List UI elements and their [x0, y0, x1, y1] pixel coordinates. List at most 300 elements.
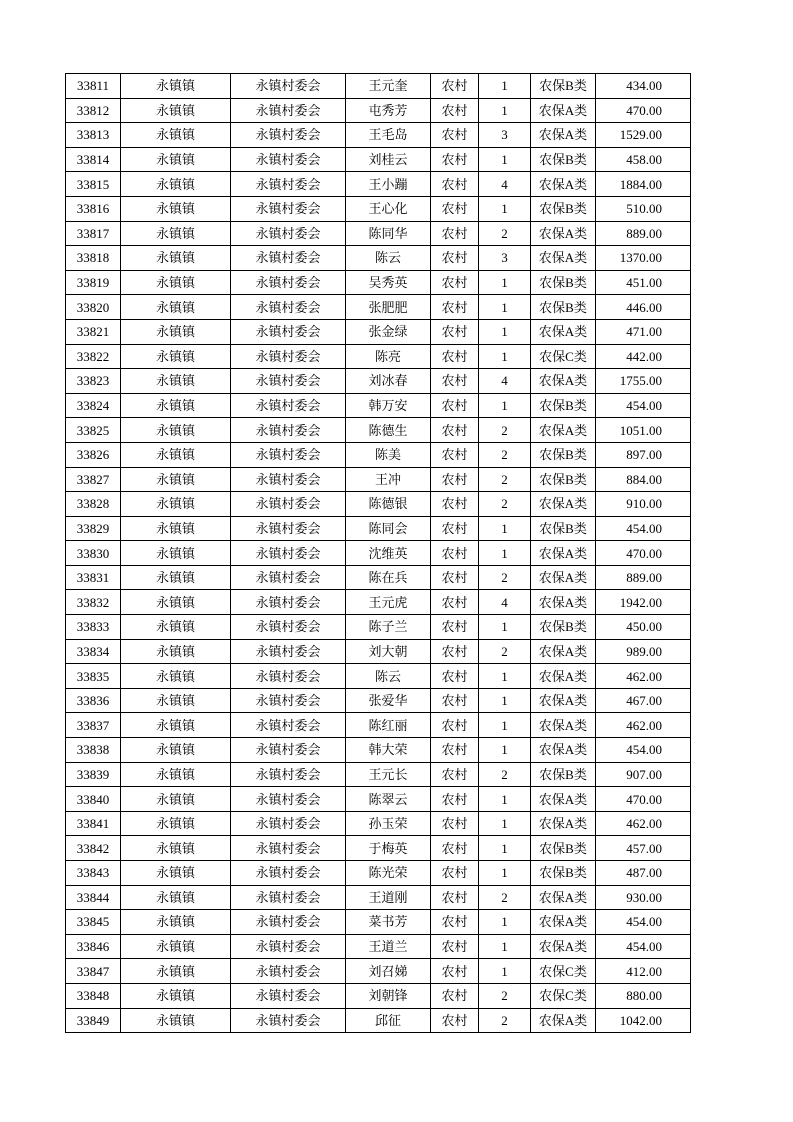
- table-cell-id: 33823: [66, 369, 121, 394]
- table-cell-name: 陈在兵: [346, 565, 431, 590]
- table-cell-amount: 454.00: [596, 934, 691, 959]
- table-cell-insurance: 农保B类: [531, 762, 596, 787]
- table-cell-amount: 1942.00: [596, 590, 691, 615]
- table-cell-id: 33840: [66, 787, 121, 812]
- table-cell-type: 农村: [431, 418, 479, 443]
- table-cell-town: 永镇镇: [121, 983, 231, 1008]
- table-cell-town: 永镇镇: [121, 762, 231, 787]
- table-cell-count: 1: [479, 738, 531, 763]
- table-cell-insurance: 农保A类: [531, 319, 596, 344]
- table-cell-amount: 880.00: [596, 983, 691, 1008]
- table-cell-id: 33831: [66, 565, 121, 590]
- table-cell-count: 1: [479, 196, 531, 221]
- table-cell-town: 永镇镇: [121, 492, 231, 517]
- table-cell-amount: 889.00: [596, 221, 691, 246]
- table-cell-count: 1: [479, 861, 531, 886]
- table-cell-insurance: 农保B类: [531, 147, 596, 172]
- table-cell-town: 永镇镇: [121, 74, 231, 99]
- table-row: [66, 688, 691, 713]
- table-cell-id: 33824: [66, 393, 121, 418]
- table-cell-insurance: 农保B类: [531, 516, 596, 541]
- table-cell-name: 邱征: [346, 1008, 431, 1033]
- table-cell-village: 永镇村委会: [231, 98, 346, 123]
- table-cell-amount: 442.00: [596, 344, 691, 369]
- table-cell-amount: 454.00: [596, 738, 691, 763]
- table-row: [66, 74, 691, 99]
- table-cell-count: 1: [479, 959, 531, 984]
- table-cell-id: 33817: [66, 221, 121, 246]
- table-cell-village: 永镇村委会: [231, 590, 346, 615]
- table-cell-amount: 462.00: [596, 713, 691, 738]
- table-cell-village: 永镇村委会: [231, 123, 346, 148]
- table-cell-type: 农村: [431, 639, 479, 664]
- table-cell-insurance: 农保B类: [531, 393, 596, 418]
- table-cell-type: 农村: [431, 221, 479, 246]
- table-cell-type: 农村: [431, 615, 479, 640]
- table-cell-id: 33821: [66, 319, 121, 344]
- table-cell-id: 33849: [66, 1008, 121, 1033]
- table-cell-town: 永镇镇: [121, 934, 231, 959]
- table-cell-name: 陈子兰: [346, 615, 431, 640]
- table-cell-type: 农村: [431, 983, 479, 1008]
- table-cell-id: 33819: [66, 270, 121, 295]
- table-row: [66, 738, 691, 763]
- table-cell-town: 永镇镇: [121, 295, 231, 320]
- table-row: [66, 934, 691, 959]
- table-cell-village: 永镇村委会: [231, 147, 346, 172]
- table-cell-name: 张金绿: [346, 319, 431, 344]
- table-cell-town: 永镇镇: [121, 418, 231, 443]
- table-row: [66, 492, 691, 517]
- table-cell-town: 永镇镇: [121, 147, 231, 172]
- table-cell-insurance: 农保A类: [531, 492, 596, 517]
- table-cell-id: 33844: [66, 885, 121, 910]
- table-cell-type: 农村: [431, 393, 479, 418]
- records-table-body: [66, 74, 691, 1033]
- table-cell-town: 永镇镇: [121, 787, 231, 812]
- table-cell-village: 永镇村委会: [231, 861, 346, 886]
- table-cell-insurance: 农保A类: [531, 885, 596, 910]
- table-cell-insurance: 农保A类: [531, 246, 596, 271]
- table-cell-id: 33814: [66, 147, 121, 172]
- table-cell-village: 永镇村委会: [231, 565, 346, 590]
- table-cell-town: 永镇镇: [121, 885, 231, 910]
- table-cell-type: 农村: [431, 787, 479, 812]
- table-cell-insurance: 农保B类: [531, 74, 596, 99]
- table-row: [66, 983, 691, 1008]
- table-cell-name: 刘冰春: [346, 369, 431, 394]
- table-cell-insurance: 农保A类: [531, 418, 596, 443]
- table-cell-amount: 897.00: [596, 442, 691, 467]
- table-cell-insurance: 农保B类: [531, 270, 596, 295]
- table-cell-town: 永镇镇: [121, 910, 231, 935]
- table-cell-town: 永镇镇: [121, 1008, 231, 1033]
- table-cell-type: 农村: [431, 664, 479, 689]
- table-cell-insurance: 农保C类: [531, 959, 596, 984]
- table-cell-type: 农村: [431, 123, 479, 148]
- table-cell-insurance: 农保A类: [531, 221, 596, 246]
- table-cell-amount: 450.00: [596, 615, 691, 640]
- table-cell-id: 33827: [66, 467, 121, 492]
- table-cell-town: 永镇镇: [121, 541, 231, 566]
- table-cell-count: 1: [479, 615, 531, 640]
- table-cell-id: 33829: [66, 516, 121, 541]
- table-cell-count: 1: [479, 811, 531, 836]
- table-cell-count: 2: [479, 983, 531, 1008]
- table-row: [66, 467, 691, 492]
- table-cell-id: 33841: [66, 811, 121, 836]
- table-cell-town: 永镇镇: [121, 516, 231, 541]
- table-cell-village: 永镇村委会: [231, 1008, 346, 1033]
- table-cell-count: 2: [479, 639, 531, 664]
- table-cell-count: 3: [479, 246, 531, 271]
- table-cell-amount: 462.00: [596, 664, 691, 689]
- table-row: [66, 270, 691, 295]
- table-cell-amount: 1051.00: [596, 418, 691, 443]
- table-cell-village: 永镇村委会: [231, 664, 346, 689]
- table-cell-amount: 884.00: [596, 467, 691, 492]
- table-cell-village: 永镇村委会: [231, 688, 346, 713]
- table-cell-id: 33846: [66, 934, 121, 959]
- table-cell-insurance: 农保A类: [531, 811, 596, 836]
- table-cell-amount: 454.00: [596, 393, 691, 418]
- table-cell-insurance: 农保A类: [531, 713, 596, 738]
- table-cell-type: 农村: [431, 492, 479, 517]
- table-cell-name: 刘召娣: [346, 959, 431, 984]
- table-cell-name: 吴秀英: [346, 270, 431, 295]
- table-cell-town: 永镇镇: [121, 196, 231, 221]
- table-row: [66, 319, 691, 344]
- table-cell-village: 永镇村委会: [231, 246, 346, 271]
- table-cell-amount: 457.00: [596, 836, 691, 861]
- table-row: [66, 344, 691, 369]
- table-cell-id: 33837: [66, 713, 121, 738]
- table-cell-type: 农村: [431, 516, 479, 541]
- table-cell-amount: 454.00: [596, 516, 691, 541]
- table-cell-village: 永镇村委会: [231, 418, 346, 443]
- table-cell-count: 1: [479, 787, 531, 812]
- table-cell-count: 1: [479, 98, 531, 123]
- table-cell-amount: 470.00: [596, 541, 691, 566]
- table-cell-type: 农村: [431, 811, 479, 836]
- table-cell-type: 农村: [431, 295, 479, 320]
- table-cell-amount: 470.00: [596, 98, 691, 123]
- table-cell-id: 33825: [66, 418, 121, 443]
- table-cell-name: 陈云: [346, 664, 431, 689]
- table-cell-town: 永镇镇: [121, 836, 231, 861]
- table-cell-amount: 451.00: [596, 270, 691, 295]
- table-cell-count: 4: [479, 590, 531, 615]
- table-cell-amount: 467.00: [596, 688, 691, 713]
- table-cell-id: 33830: [66, 541, 121, 566]
- table-cell-amount: 412.00: [596, 959, 691, 984]
- table-cell-type: 农村: [431, 1008, 479, 1033]
- table-row: [66, 713, 691, 738]
- table-row: [66, 393, 691, 418]
- table-cell-name: 菜书芳: [346, 910, 431, 935]
- table-row: [66, 541, 691, 566]
- table-row: [66, 787, 691, 812]
- table-cell-insurance: 农保A类: [531, 172, 596, 197]
- table-cell-type: 农村: [431, 861, 479, 886]
- table-cell-name: 陈翠云: [346, 787, 431, 812]
- table-row: [66, 369, 691, 394]
- table-cell-count: 1: [479, 541, 531, 566]
- table-cell-type: 农村: [431, 959, 479, 984]
- table-cell-town: 永镇镇: [121, 565, 231, 590]
- table-cell-town: 永镇镇: [121, 713, 231, 738]
- table-cell-insurance: 农保A类: [531, 910, 596, 935]
- table-cell-count: 1: [479, 664, 531, 689]
- table-cell-name: 韩大荣: [346, 738, 431, 763]
- table-cell-id: 33834: [66, 639, 121, 664]
- table-cell-type: 农村: [431, 713, 479, 738]
- table-row: [66, 861, 691, 886]
- table-cell-name: 陈亮: [346, 344, 431, 369]
- table-cell-insurance: 农保A类: [531, 738, 596, 763]
- table-cell-type: 农村: [431, 172, 479, 197]
- table-cell-village: 永镇村委会: [231, 959, 346, 984]
- table-cell-type: 农村: [431, 738, 479, 763]
- table-cell-insurance: 农保A类: [531, 664, 596, 689]
- table-cell-town: 永镇镇: [121, 639, 231, 664]
- table-cell-town: 永镇镇: [121, 246, 231, 271]
- table-cell-name: 王道兰: [346, 934, 431, 959]
- table-cell-type: 农村: [431, 688, 479, 713]
- table-cell-name: 孙玉荣: [346, 811, 431, 836]
- table-cell-id: 33847: [66, 959, 121, 984]
- table-row: [66, 664, 691, 689]
- table-cell-village: 永镇村委会: [231, 74, 346, 99]
- table-cell-insurance: 农保B类: [531, 861, 596, 886]
- table-cell-id: 33832: [66, 590, 121, 615]
- table-cell-count: 2: [479, 885, 531, 910]
- table-cell-id: 33848: [66, 983, 121, 1008]
- table-cell-type: 农村: [431, 369, 479, 394]
- table-cell-town: 永镇镇: [121, 688, 231, 713]
- table-cell-insurance: 农保B类: [531, 196, 596, 221]
- table-cell-amount: 1884.00: [596, 172, 691, 197]
- table-cell-count: 2: [479, 565, 531, 590]
- table-cell-name: 王毛岛: [346, 123, 431, 148]
- table-cell-town: 永镇镇: [121, 221, 231, 246]
- table-cell-name: 陈德生: [346, 418, 431, 443]
- table-cell-village: 永镇村委会: [231, 467, 346, 492]
- table-cell-insurance: 农保B类: [531, 615, 596, 640]
- table-cell-village: 永镇村委会: [231, 983, 346, 1008]
- table-cell-id: 33820: [66, 295, 121, 320]
- table-cell-count: 1: [479, 344, 531, 369]
- table-cell-amount: 1529.00: [596, 123, 691, 148]
- table-row: [66, 811, 691, 836]
- table-cell-count: 1: [479, 713, 531, 738]
- table-cell-id: 33838: [66, 738, 121, 763]
- table-row: [66, 516, 691, 541]
- table-cell-amount: 446.00: [596, 295, 691, 320]
- table-cell-insurance: 农保A类: [531, 934, 596, 959]
- table-cell-count: 1: [479, 147, 531, 172]
- table-cell-town: 永镇镇: [121, 172, 231, 197]
- table-row: [66, 172, 691, 197]
- table-cell-insurance: 农保B类: [531, 467, 596, 492]
- table-cell-village: 永镇村委会: [231, 319, 346, 344]
- table-cell-name: 刘大朝: [346, 639, 431, 664]
- table-cell-id: 33842: [66, 836, 121, 861]
- table-cell-amount: 470.00: [596, 787, 691, 812]
- table-cell-name: 陈同华: [346, 221, 431, 246]
- table-row: [66, 123, 691, 148]
- table-cell-type: 农村: [431, 270, 479, 295]
- table-cell-insurance: 农保C类: [531, 983, 596, 1008]
- table-cell-town: 永镇镇: [121, 344, 231, 369]
- table-cell-id: 33815: [66, 172, 121, 197]
- table-row: [66, 836, 691, 861]
- table-row: [66, 639, 691, 664]
- table-cell-town: 永镇镇: [121, 615, 231, 640]
- table-row: [66, 1008, 691, 1033]
- table-cell-town: 永镇镇: [121, 98, 231, 123]
- table-cell-insurance: 农保A类: [531, 98, 596, 123]
- table-cell-village: 永镇村委会: [231, 221, 346, 246]
- table-cell-type: 农村: [431, 246, 479, 271]
- table-cell-name: 陈美: [346, 442, 431, 467]
- table-cell-name: 刘桂云: [346, 147, 431, 172]
- table-cell-village: 永镇村委会: [231, 369, 346, 394]
- table-cell-name: 张爱华: [346, 688, 431, 713]
- table-cell-village: 永镇村委会: [231, 639, 346, 664]
- table-cell-type: 农村: [431, 467, 479, 492]
- table-cell-id: 33816: [66, 196, 121, 221]
- table-cell-village: 永镇村委会: [231, 442, 346, 467]
- table-cell-type: 农村: [431, 319, 479, 344]
- table-cell-count: 2: [479, 467, 531, 492]
- table-cell-count: 2: [479, 442, 531, 467]
- table-cell-name: 陈德银: [346, 492, 431, 517]
- table-cell-village: 永镇村委会: [231, 934, 346, 959]
- table-cell-insurance: 农保A类: [531, 565, 596, 590]
- table-cell-amount: 930.00: [596, 885, 691, 910]
- table-cell-insurance: 农保A类: [531, 541, 596, 566]
- table-cell-type: 农村: [431, 590, 479, 615]
- table-row: [66, 98, 691, 123]
- table-cell-village: 永镇村委会: [231, 492, 346, 517]
- table-cell-village: 永镇村委会: [231, 393, 346, 418]
- table-cell-name: 张肥肥: [346, 295, 431, 320]
- table-cell-name: 王小蹦: [346, 172, 431, 197]
- table-cell-insurance: 农保C类: [531, 344, 596, 369]
- table-cell-insurance: 农保A类: [531, 1008, 596, 1033]
- table-cell-amount: 454.00: [596, 910, 691, 935]
- table-row: [66, 959, 691, 984]
- table-cell-village: 永镇村委会: [231, 787, 346, 812]
- table-cell-count: 1: [479, 393, 531, 418]
- table-cell-town: 永镇镇: [121, 959, 231, 984]
- table-cell-town: 永镇镇: [121, 738, 231, 763]
- table-cell-id: 33845: [66, 910, 121, 935]
- table-cell-count: 4: [479, 172, 531, 197]
- table-cell-village: 永镇村委会: [231, 811, 346, 836]
- table-cell-count: 1: [479, 270, 531, 295]
- table-cell-type: 农村: [431, 98, 479, 123]
- table-cell-insurance: 农保B类: [531, 295, 596, 320]
- table-cell-count: 1: [479, 319, 531, 344]
- table-cell-type: 农村: [431, 762, 479, 787]
- table-cell-town: 永镇镇: [121, 442, 231, 467]
- table-cell-id: 33839: [66, 762, 121, 787]
- table-cell-town: 永镇镇: [121, 123, 231, 148]
- table-row: [66, 762, 691, 787]
- table-cell-insurance: 农保A类: [531, 639, 596, 664]
- table-cell-name: 刘朝锋: [346, 983, 431, 1008]
- table-row: [66, 442, 691, 467]
- table-cell-town: 永镇镇: [121, 664, 231, 689]
- table-cell-amount: 510.00: [596, 196, 691, 221]
- table-cell-name: 陈红丽: [346, 713, 431, 738]
- table-cell-village: 永镇村委会: [231, 516, 346, 541]
- table-cell-type: 农村: [431, 196, 479, 221]
- table-row: [66, 418, 691, 443]
- table-cell-type: 农村: [431, 836, 479, 861]
- table-cell-village: 永镇村委会: [231, 270, 346, 295]
- table-cell-insurance: 农保B类: [531, 442, 596, 467]
- table-cell-id: 33826: [66, 442, 121, 467]
- table-cell-type: 农村: [431, 74, 479, 99]
- table-row: [66, 565, 691, 590]
- table-cell-town: 永镇镇: [121, 393, 231, 418]
- table-cell-id: 33813: [66, 123, 121, 148]
- table-cell-name: 韩万安: [346, 393, 431, 418]
- table-cell-amount: 458.00: [596, 147, 691, 172]
- table-cell-village: 永镇村委会: [231, 344, 346, 369]
- table-cell-name: 王元虎: [346, 590, 431, 615]
- table-cell-amount: 1755.00: [596, 369, 691, 394]
- table-cell-count: 1: [479, 74, 531, 99]
- table-cell-id: 33835: [66, 664, 121, 689]
- table-cell-village: 永镇村委会: [231, 762, 346, 787]
- table-cell-name: 王道刚: [346, 885, 431, 910]
- table-cell-village: 永镇村委会: [231, 541, 346, 566]
- table-cell-type: 农村: [431, 910, 479, 935]
- table-cell-insurance: 农保A类: [531, 123, 596, 148]
- table-cell-type: 农村: [431, 344, 479, 369]
- table-cell-insurance: 农保A类: [531, 590, 596, 615]
- table-row: [66, 196, 691, 221]
- table-cell-count: 2: [479, 762, 531, 787]
- table-cell-name: 王元长: [346, 762, 431, 787]
- table-cell-village: 永镇村委会: [231, 295, 346, 320]
- table-cell-count: 1: [479, 688, 531, 713]
- table-cell-count: 1: [479, 934, 531, 959]
- table-cell-village: 永镇村委会: [231, 885, 346, 910]
- table-cell-town: 永镇镇: [121, 861, 231, 886]
- table-cell-count: 2: [479, 492, 531, 517]
- table-cell-amount: 1042.00: [596, 1008, 691, 1033]
- table-row: [66, 147, 691, 172]
- table-row: [66, 910, 691, 935]
- table-cell-insurance: 农保A类: [531, 369, 596, 394]
- table-cell-id: 33833: [66, 615, 121, 640]
- table-cell-name: 陈同会: [346, 516, 431, 541]
- table-cell-name: 陈云: [346, 246, 431, 271]
- table-row: [66, 295, 691, 320]
- table-cell-count: 1: [479, 910, 531, 935]
- table-cell-count: 4: [479, 369, 531, 394]
- table-cell-village: 永镇村委会: [231, 713, 346, 738]
- table-cell-amount: 889.00: [596, 565, 691, 590]
- table-cell-amount: 471.00: [596, 319, 691, 344]
- table-cell-amount: 1370.00: [596, 246, 691, 271]
- table-cell-amount: 487.00: [596, 861, 691, 886]
